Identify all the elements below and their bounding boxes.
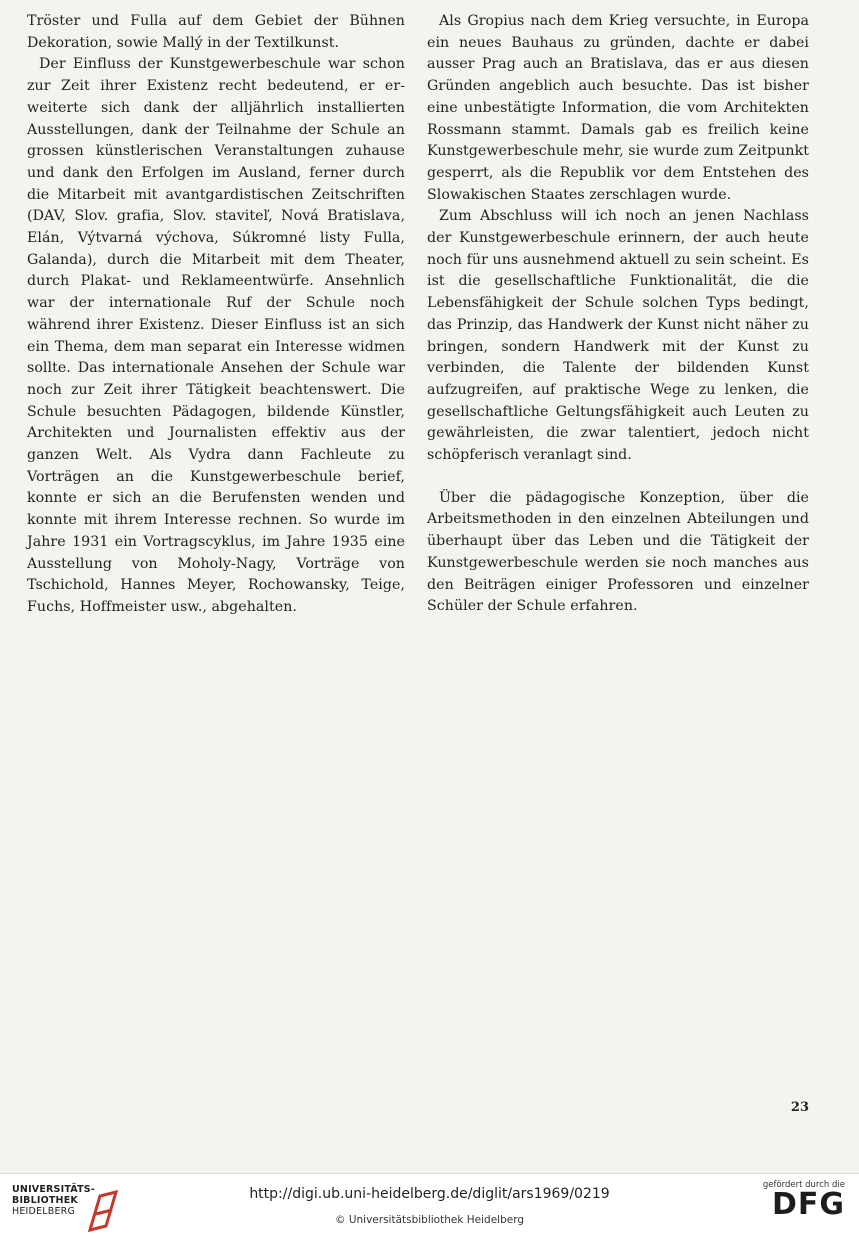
page-number: 23	[790, 1100, 809, 1115]
footer-bar	[0, 1173, 859, 1236]
paragraph: Über die pädagogische Konzeption, über die Arbeitsmethoden in den einzelnen Abteilungen und überhaupt über das Leben und die Tätigkeit der Kunstgewerbeschule werden sie noch manches aus den Beiträgen einiger Professoren und einzelner Schüler der Schule erfahren.	[427, 489, 809, 615]
left-column	[27, 11, 405, 619]
paragraph: Zum Abschluss will ich noch an jenen Nachlass der Kunstgewerbeschule erinnern, der auch heute noch für uns ausnehmend aktuell zu sein scheint. Es ist die gesellschaftliche Funktionalität, die die Lebensfähigkeit der Schule solchen Typs bedingt, das Prinzip, das Handwerk der Kunst nicht näher zu bringen, sondern Handwerk mit der Kunst zu verbinden, die Talente der bildenden Kunst aufzugreifen, auf praktische Wege zu lenken, die gesellschaftliche Geltungsfähigkeit auch Leuten zu gewährleisten, die zwar talentiert, jedoch nicht schöpferisch veranlagt sind.	[427, 208, 809, 464]
funder-block[interactable]	[763, 1180, 845, 1220]
library-name-line2: BIBLIOTHEK	[12, 1195, 78, 1206]
copyright-notice: © Universitätsbibliothek Heidelberg	[334, 1214, 524, 1226]
paragraph: Der Einfluss der Kunstgewerbeschule war schon zur Zeit ihrer Existenz recht bedeutend, er erweiterte sich dank der alljährlich installierten Ausstellungen, dank der Teilnahme der Schule an grossen künstlerischen Veranstaltungen zuhause und dank den Erfolgen im Ausland, ferner durch die Mitarbeit mit avantgardistischen Zeitschriften (DAV, Slov. grafia, Slov. staviteľ, Nová Bratislava, Elán, Výtvarná výchova, Súkromné listy Fulla, Galanda), durch die Mitarbeit mit dem Theater, durch Plakat- und Reklameentwürfe. Ansehnlich war der internationale Ruf der Schule noch während ihrer Existenz. Dieser Einfluss ist an sich ein Thema, dem man separat ein Interesse widmen sollte. Das internationale Ansehen der Schule war noch zur Zeit ihrer Tätigkeit beachtenswert. Die Schule besuchten Pädagogen, bildende Künstler, Architekten und Journalisten effektiv aus der ganzen Welt. Als Vydra dann Fachleute zu Vorträgen an die Kunstgewerbeschule berief, konnte er sich an die Berufensten wenden und konnte mit ihrem Interesse rechnen. So wurde im Jahre 1931 ein Vortragscyklus, im Jahre 1935 eine Ausstellung von Moholy-Nagy, Vorträge von Tschichold, Hannes Meyer, Rochowansky, Teige, Fuchs, Hoffmeister usw., abgehalten.	[27, 56, 405, 615]
library-name-line1: UNIVERSITÄTS-	[12, 1184, 95, 1195]
paragraph: Tröster und Fulla auf dem Gebiet der Bühnen Dekoration, sowie Mallý in der Textilkunst.	[27, 13, 405, 51]
dfg-logo: DFG	[771, 1187, 845, 1222]
library-name-line3: HEIDELBERG	[12, 1206, 76, 1217]
permalink-url[interactable]: http://digi.ub.uni-heidelberg.de/diglit/ars1969/0219	[249, 1186, 610, 1202]
funding-note: gefördert durch die	[762, 1180, 845, 1190]
paragraph: Als Gropius nach dem Krieg versuchte, in Europa ein neues Bauhaus zu gründen, dachte er dabei ausser Prag auch an Bratislava, das er aus diesen Gründen angeblich auch besuchte. Das ist bisher eine unbestätigte Information, die vom Architekten Rossmann stammt. Damals gab es freilich keine Kunstgewerbeschule mehr, sie wurde zum Zeitpunkt gesperrt, als die Republik vor dem Entstehen des Slowakischen Staates zerschlagen wurde.	[427, 13, 809, 203]
right-column	[427, 11, 809, 618]
